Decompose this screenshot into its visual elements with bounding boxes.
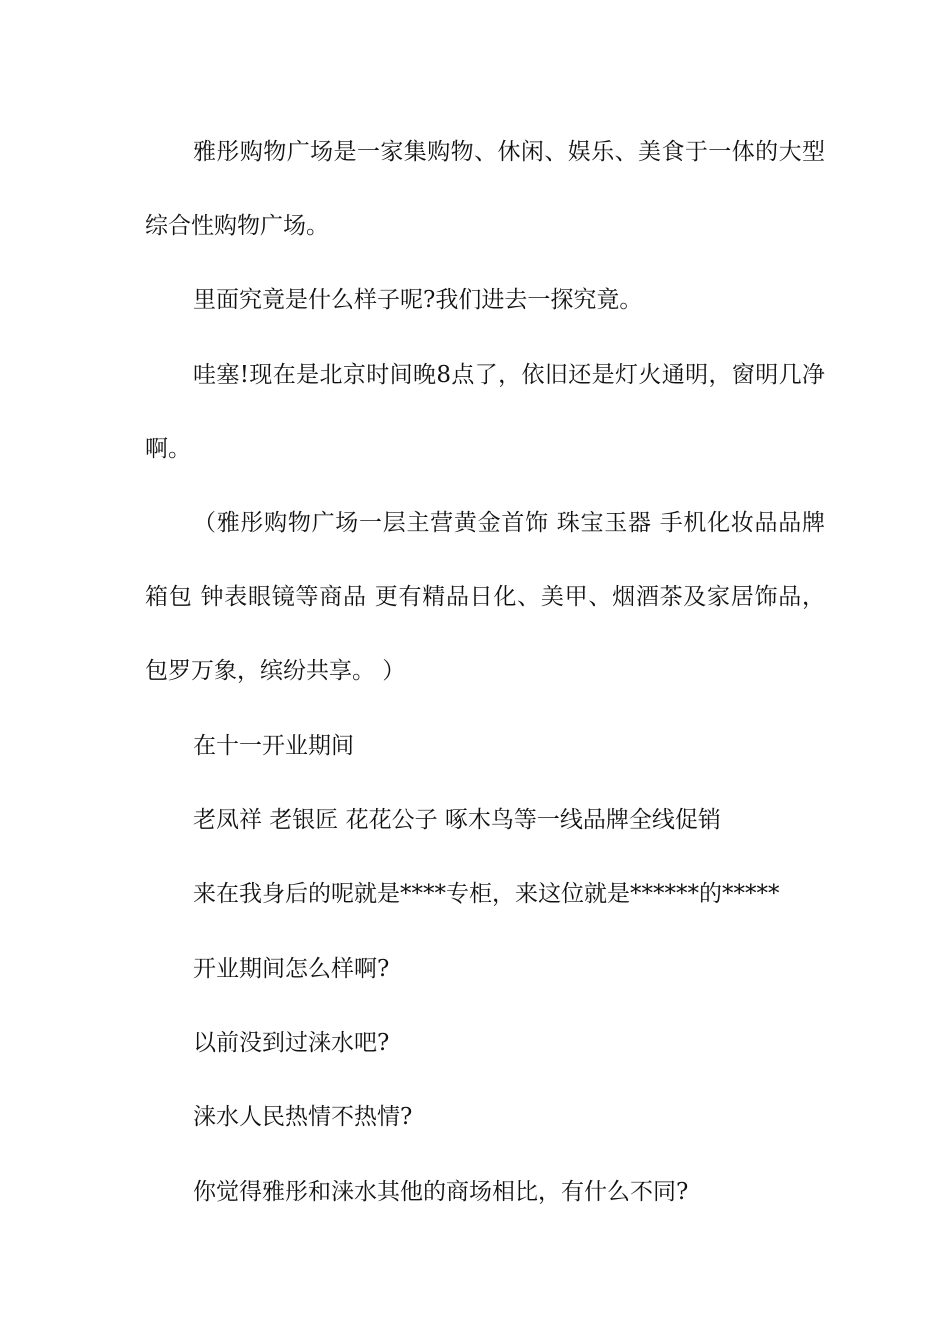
paragraph-exclamation: 哇塞!现在是北京时间晚8点了，依旧还是灯火通明，窗明几净啊。: [145, 362, 825, 462]
paragraph-brand-promotion: 老凤祥 老银匠 花花公子 啄木鸟等一线品牌全线促销: [193, 807, 721, 833]
paragraph-people-warm: 涞水人民热情不热情?: [193, 1104, 413, 1130]
paragraph-floor-description: （雅彤购物广场一层主营黄金首饰 珠宝玉器 手机化妆品品牌箱包 钟表眼镜等商品 更有精品日化、美甲、烟酒茶及家居饰品，包罗万象，缤纷共享。 ）: [145, 510, 825, 684]
paragraph-question: 里面究竟是什么样子呢?我们进去一探究竟。: [193, 287, 643, 313]
paragraph-comparison: 你觉得雅彤和涞水其他的商场相比，有什么不同?: [193, 1179, 689, 1205]
paragraph-opening-period: 在十一开业期间: [193, 733, 354, 759]
paragraph-counter-intro: 来在我身后的呢就是****专柜，来这位就是******的*****: [193, 881, 780, 907]
paragraph-opening-how: 开业期间怎么样啊?: [193, 956, 390, 982]
paragraph-intro: 雅彤购物广场是一家集购物、休闲、娱乐、美食于一体的大型综合性购物广场。: [145, 139, 825, 239]
paragraph-been-here: 以前没到过涞水吧?: [193, 1030, 390, 1056]
